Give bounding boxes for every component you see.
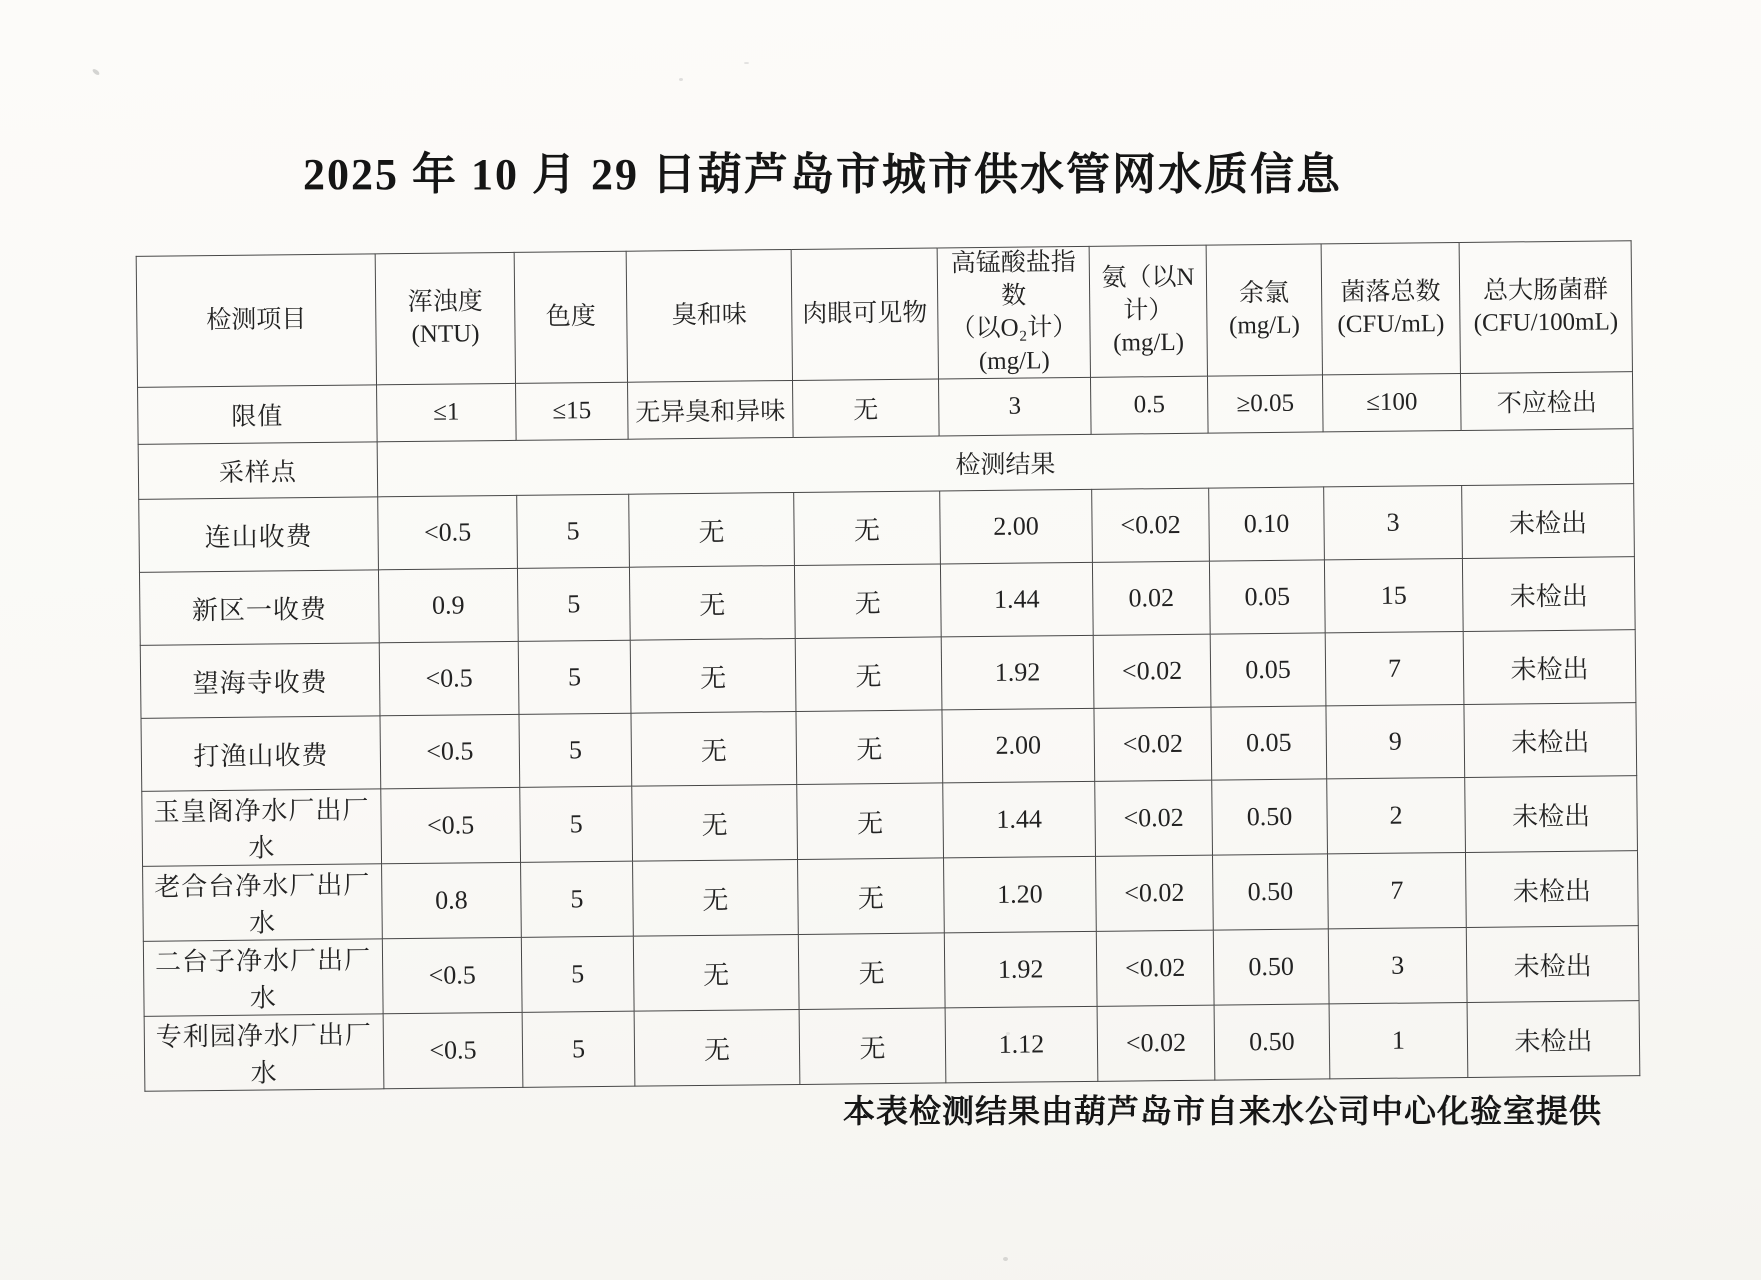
value-cell: 1.44 [943, 781, 1096, 858]
value-cell: 1.12 [945, 1006, 1098, 1083]
limit-cell: ≤15 [516, 382, 629, 440]
sampling-point-label: 采样点 [138, 442, 378, 499]
col-header-visible-matter [791, 248, 938, 381]
value-cell: 1 [1329, 1002, 1468, 1078]
value-cell: <0.02 [1096, 930, 1214, 1006]
value-cell: 9 [1326, 704, 1465, 778]
header-line: 色度 [545, 302, 596, 331]
limit-cell: ≥0.05 [1207, 375, 1323, 433]
value-cell: 1.92 [944, 931, 1097, 1008]
col-header-permanganate-index [937, 246, 1090, 379]
test-results-span-cell: 检测结果 [377, 429, 1634, 497]
value-cell: 未检出 [1464, 703, 1637, 778]
value-cell: 7 [1325, 631, 1464, 705]
value-cell: 无 [629, 492, 795, 567]
scan-artifact [1006, 1032, 1010, 1035]
header-line: 氨（以N计） [1101, 264, 1195, 325]
value-cell: 无 [795, 637, 942, 712]
value-cell: 1.92 [941, 635, 1094, 710]
col-header-total-coliforms [1459, 241, 1632, 374]
scan-artifact [1003, 1257, 1008, 1261]
value-cell: 无 [631, 711, 797, 786]
value-cell: <0.02 [1094, 707, 1212, 781]
value-cell: 3 [1324, 485, 1463, 559]
value-cell: 0.05 [1211, 706, 1327, 780]
value-cell: 0.8 [382, 862, 522, 938]
value-cell: 5 [519, 713, 632, 787]
value-cell: <0.5 [380, 714, 520, 788]
value-cell: 5 [522, 1011, 635, 1087]
value-cell: <0.5 [379, 641, 519, 715]
site-cell: 专利园净水厂出厂水 [144, 1014, 384, 1091]
limit-cell: ≤1 [377, 383, 517, 441]
value-cell: 无 [633, 934, 799, 1011]
value-cell: <0.02 [1095, 780, 1213, 856]
value-cell: 未检出 [1466, 926, 1639, 1003]
header-line: 总大肠菌群 [1482, 275, 1609, 305]
limit-cell: 3 [938, 377, 1091, 436]
value-cell: 无 [798, 933, 945, 1010]
value-cell: 2.00 [940, 489, 1093, 564]
value-cell: 1.20 [944, 856, 1097, 933]
value-cell: 5 [521, 936, 634, 1012]
header-line: (CFU/mL) [1337, 310, 1445, 339]
value-cell: 无 [798, 858, 945, 935]
value-cell: 0.50 [1214, 1004, 1330, 1080]
value-cell: 无 [797, 783, 944, 860]
value-cell: <0.02 [1093, 634, 1211, 708]
value-cell: 0.50 [1213, 929, 1329, 1005]
limit-cell: 不应检出 [1460, 372, 1633, 431]
value-cell: <0.5 [378, 495, 518, 569]
header-line: 菌落总数 [1340, 277, 1441, 306]
limit-cell: ≤100 [1322, 373, 1461, 431]
site-cell: 望海寺收费 [140, 643, 380, 718]
limit-cell: 0.5 [1090, 376, 1208, 434]
header-line: 余氯 [1238, 279, 1290, 307]
value-cell: 无 [794, 491, 941, 566]
scan-artifact [92, 68, 101, 76]
page-title: 2025 年 10 月 29 日葫芦岛市城市供水管网水质信息 [303, 150, 1342, 199]
col-header-turbidity [375, 252, 515, 384]
table-row [144, 1001, 1640, 1092]
value-cell: 5 [517, 567, 630, 641]
scan-artifact [679, 78, 683, 81]
value-cell: 未检出 [1465, 851, 1638, 928]
site-cell: 二台子净水厂出厂水 [143, 939, 383, 1016]
header-line: 肉眼可见物 [802, 299, 928, 328]
col-header-ammonia [1089, 245, 1207, 377]
header-line: (mg/L) [978, 346, 1050, 375]
value-cell: 无 [633, 859, 799, 936]
col-header-residual-chlorine [1206, 244, 1322, 376]
value-cell: 0.02 [1092, 561, 1210, 635]
value-cell: 0.10 [1209, 487, 1325, 561]
site-cell: 连山收费 [139, 497, 379, 572]
header-line: (mg/L) [1113, 329, 1185, 357]
value-cell: 1.44 [940, 562, 1093, 637]
value-cell: 3 [1328, 927, 1467, 1003]
header-line: 浑浊度(NTU) [407, 287, 483, 348]
site-cell: 新区一收费 [139, 570, 379, 645]
value-cell: 2.00 [942, 708, 1095, 783]
value-cell: <0.5 [383, 1012, 523, 1088]
header-line: （以O₂计） [950, 313, 1078, 343]
value-cell: 2 [1327, 777, 1466, 853]
col-header-bacteria-count [1321, 242, 1460, 374]
value-cell: <0.02 [1096, 855, 1214, 931]
value-cell: <0.5 [381, 787, 521, 863]
value-cell: 无 [799, 1008, 946, 1085]
value-cell: 无 [794, 564, 941, 639]
value-cell: 无 [796, 710, 943, 785]
value-cell: 5 [517, 494, 630, 568]
value-cell: <0.5 [382, 937, 522, 1013]
header-line: 高锰酸盐指数 [950, 249, 1076, 310]
site-cell: 老合台净水厂出厂水 [143, 864, 383, 941]
value-cell: 0.50 [1212, 854, 1328, 930]
header-row [136, 241, 1632, 388]
value-cell: 未检出 [1463, 630, 1636, 705]
value-cell: 无 [634, 1009, 800, 1086]
value-cell: 7 [1327, 852, 1466, 928]
header-line: (mg/L) [1228, 311, 1301, 340]
value-cell: 未检出 [1467, 1001, 1640, 1078]
value-cell: 0.05 [1210, 633, 1326, 707]
value-cell: 无 [630, 638, 796, 713]
value-cell: 未检出 [1462, 557, 1635, 632]
limit-cell: 无异臭和异味 [628, 380, 794, 439]
value-cell: 未检出 [1462, 484, 1635, 559]
value-cell: <0.02 [1097, 1005, 1215, 1081]
scan-artifact [744, 62, 749, 64]
limit-row-label: 限值 [138, 385, 378, 444]
value-cell: 未检出 [1465, 776, 1638, 853]
footer-note: 本表检测结果由葫芦岛市自来水公司中心化验室提供 [843, 1093, 1603, 1129]
value-cell: 无 [629, 565, 795, 640]
site-cell: 玉皇阁净水厂出厂水 [142, 789, 382, 866]
corner-header-cell: 检测项目 [136, 254, 376, 387]
value-cell: 0.9 [378, 568, 518, 642]
value-cell: 0.50 [1212, 779, 1328, 855]
value-cell: 5 [521, 861, 634, 937]
limit-cell: 无 [793, 379, 940, 438]
value-cell: <0.02 [1092, 488, 1210, 562]
value-cell: 5 [518, 640, 631, 714]
value-cell: 无 [632, 784, 798, 861]
header-line: 臭和味 [671, 301, 747, 329]
header-line: (CFU/100mL) [1473, 308, 1619, 337]
value-cell: 5 [520, 786, 633, 862]
col-header-color [514, 251, 627, 383]
col-header-odor-taste [626, 249, 792, 382]
value-cell: 0.05 [1209, 560, 1325, 634]
site-cell: 打渔山收费 [141, 716, 381, 791]
water-quality-table [136, 240, 1641, 1092]
value-cell: 15 [1324, 558, 1463, 632]
